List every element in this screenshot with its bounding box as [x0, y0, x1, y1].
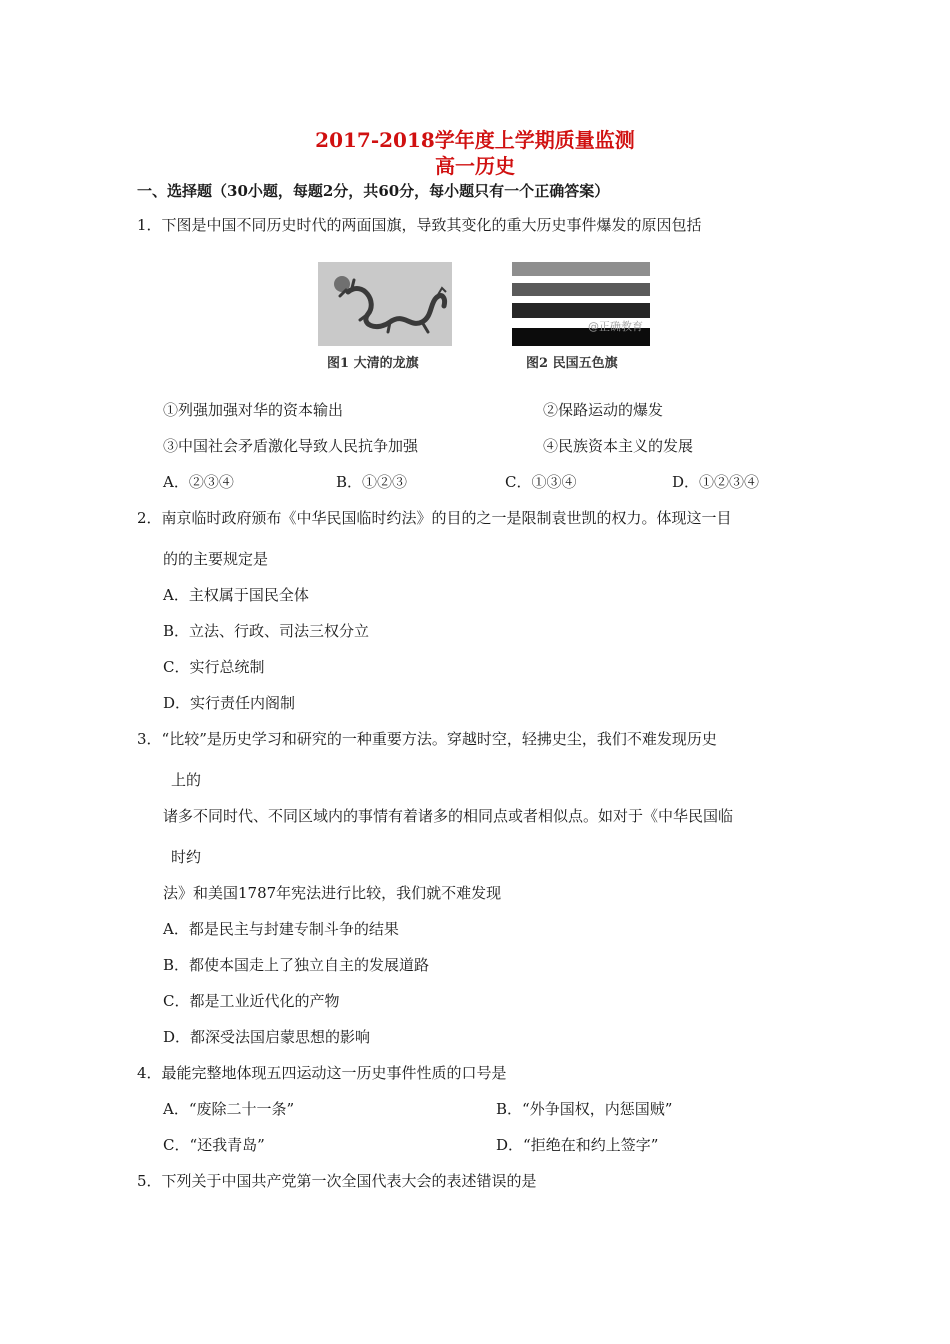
q4-option-b: B．“外争国权，内惩国贼”: [496, 1100, 673, 1118]
q2-option-a: A．主权属于国民全体: [163, 586, 309, 604]
q3-option-c: C．都是工业近代化的产物: [163, 992, 340, 1010]
q3-option-d: D．都深受法国启蒙思想的影响: [163, 1028, 371, 1046]
question-3-line4: 时约: [171, 848, 202, 866]
question-3-line5: 法》和美国1787年宪法进行比较，我们就不难发现: [163, 884, 502, 902]
q1-item-1: ①列强加强对华的资本输出: [163, 401, 344, 419]
q2-option-d: D．实行责任内阁制: [163, 694, 296, 712]
question-3-line1: 3．“比较”是历史学习和研究的一种重要方法。穿越时空，轻拂史尘，我们不难发现历史: [137, 730, 717, 748]
q1-option-a: A．②③④: [163, 473, 234, 491]
watermark-text: @正确教育: [588, 320, 643, 333]
question-5-stem: 5．下列关于中国共产党第一次全国代表大会的表述错误的是: [137, 1172, 537, 1190]
dragon-icon: [318, 262, 452, 346]
figure-1-caption: 图1 大清的龙旗: [327, 356, 419, 371]
q1-option-d: D．①②③④: [672, 473, 760, 491]
question-3-line2: 上的: [171, 771, 202, 789]
q1-item-4: ④民族资本主义的发展: [543, 437, 694, 455]
q4-option-d: D．“拒绝在和约上签字”: [496, 1136, 659, 1154]
question-1-stem: 1．下图是中国不同历史时代的两面国旗，导致其变化的重大历史事件爆发的原因包括: [137, 216, 702, 234]
qing-dragon-flag-image: [318, 262, 452, 346]
q2-option-c: C．实行总统制: [163, 658, 265, 676]
q2-option-b: B．立法、行政、司法三权分立: [163, 622, 370, 640]
q1-option-b: B．①②③: [336, 473, 408, 491]
q3-option-b: B．都使本国走上了独立自主的发展道路: [163, 956, 430, 974]
question-3-line3: 诸多不同时代、不同区域内的事情有着诸多的相同点或者相似点。如对于《中华民国临: [163, 807, 734, 825]
section-heading: 一、选择题（30小题，每题2分，共60分，每小题只有一个正确答案）: [137, 182, 610, 200]
q4-option-c: C．“还我青岛”: [163, 1136, 265, 1154]
question-2-stem-line1: 2．南京临时政府颁布《中华民国临时约法》的目的之一是限制袁世凯的权力。体现这一目: [137, 509, 732, 527]
q1-item-3: ③中国社会矛盾激化导致人民抗争加强: [163, 437, 419, 455]
q3-option-a: A．都是民主与封建专制斗争的结果: [163, 920, 399, 938]
page-subtitle: 高一历史: [435, 154, 515, 178]
q1-option-c: C．①③④: [505, 473, 577, 491]
q4-option-a: A．“废除二十一条”: [163, 1100, 295, 1118]
figure-2-caption: 图2 民国五色旗: [526, 356, 618, 371]
question-2-stem-line2: 的的主要规定是: [163, 550, 269, 568]
question-4-stem: 4．最能完整地体现五四运动这一历史事件性质的口号是: [137, 1064, 507, 1082]
page-title: 2017-2018学年度上学期质量监测: [315, 128, 635, 152]
q1-item-2: ②保路运动的爆发: [543, 401, 664, 419]
